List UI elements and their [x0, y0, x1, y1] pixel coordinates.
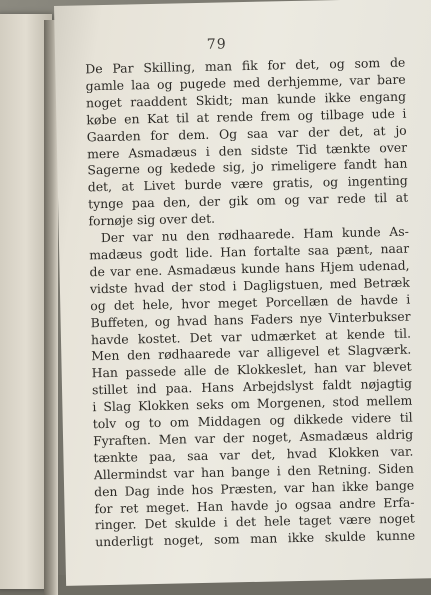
- text-line: tolv og to om Middagen og dikkede videre til: [92, 409, 413, 432]
- page-text: [85, 55, 415, 552]
- page-number: 79: [206, 36, 227, 53]
- text-line: Gaarden for dem. Og saa var der det, at jo: [86, 122, 407, 144]
- text-line: Men den rødhaarede var alligevel et Slagværk.: [91, 342, 412, 364]
- text-line: Fyraften. Men var der noget, Asmadæus aldrig: [92, 426, 414, 449]
- text-line: Buffeten, og hvad hans Faders nye Vinterbukser: [90, 308, 411, 330]
- text-line: fornøje sig over det.: [88, 210, 216, 229]
- text-line: de var ene. Asmadæus kunde hans Hjem udenad,: [89, 257, 410, 280]
- book-page: [54, 0, 431, 586]
- text-line: tænkte paa, saa var det, hvad Klokken var.: [93, 443, 414, 466]
- text-line: for ret meget. Han havde jo ogsaa andre Erfa-: [94, 494, 415, 516]
- text-line: stillet ind paa. Hans Arbejdslyst faldt nøjagtig: [91, 375, 413, 398]
- text-line: gamle laa og pugede med derhjemme, var bare: [85, 71, 406, 94]
- text-line: underligt noget, som man ikke skulde kunne: [95, 527, 416, 550]
- text-line: ringer. Det skulde i det hele taget være noget: [94, 511, 415, 533]
- text-line: i Slag Klokken seks om Morgenen, stod mellem: [92, 392, 413, 415]
- text-line: den Dag inde hos Præsten, var han ikke bange: [94, 477, 415, 499]
- text-line: vidste hvad der stod i Dagligstuen, med Betræk: [89, 274, 411, 297]
- text-line: og det hele, hvor meget Porcellæn de havde i: [90, 291, 411, 313]
- text-line: købe en Kat til at rende frem og tilbage ude i: [86, 105, 407, 128]
- text-line: Der var nu den rødhaarede. Ham kunde As-: [100, 223, 409, 246]
- text-line: Han passede alle de Klokkeslet, han var blevet: [91, 358, 412, 381]
- text-line: noget raaddent Skidt; man kunde ikke engang: [85, 88, 407, 111]
- text-line: det, at Livet burde være gratis, og ingenting: [87, 172, 408, 195]
- text-line: tynge paa den, der gik om og var rede til at: [87, 189, 409, 212]
- text-line: De Par Skilling, man fik for det, og som de: [85, 54, 406, 77]
- text-line: Sagerne og kedede sig, jo rimeligere fandt han: [87, 156, 408, 178]
- text-line: havde kostet. Det var udmærket at kende til.: [90, 325, 412, 347]
- text-line: mere Asmadæus i den sidste Tid tænkte over: [86, 139, 408, 161]
- text-line: Allermindst var han bange i den Retning. Siden: [93, 460, 414, 483]
- text-line: madæus godt lide. Han fortalte saa pænt, naar: [89, 240, 410, 263]
